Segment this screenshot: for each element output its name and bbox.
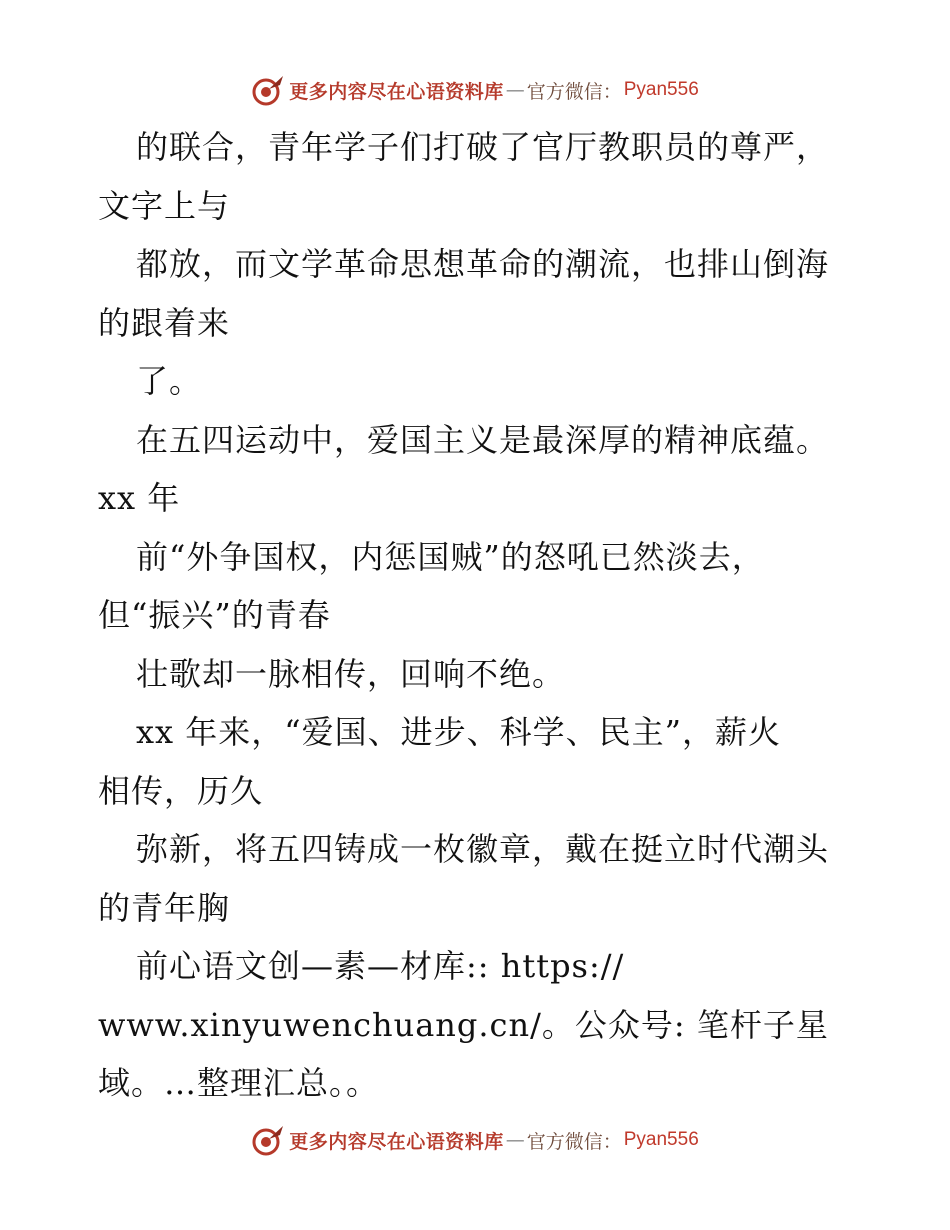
text-line: 前心语文创—素—材库:: https:// (136, 947, 625, 985)
banner-wechat-label: 官方微信： (526, 1130, 622, 1153)
banner-dash: — (505, 79, 525, 101)
banner-dash: — (505, 1129, 525, 1151)
text-line: 都放，而文学革命思想革命的潮流，也排山倒海 (136, 245, 830, 283)
banner-label: 更多内容尽在心语资料库 (289, 1130, 504, 1153)
text-line: 在五四运动中，爱国主义是最深厚的精神底蕴。 (136, 420, 830, 459)
text-line: 弥新，将五四铸成一枚徽章，戴在挺立时代潮头 (136, 830, 830, 868)
footer-watermark-banner (0, 1120, 950, 1160)
text-line: 了。 (136, 362, 203, 400)
text-line: 文字上与 (98, 186, 231, 225)
text-line: xx 年来，“爱国、进步、科学、民主”，薪火 (136, 713, 781, 751)
document-body (98, 118, 858, 1113)
banner-wechat-label: 官方微信： (526, 80, 622, 103)
text-line: 相传，历久 (98, 771, 264, 810)
text-line: xx 年 (98, 479, 181, 517)
text-line: 壮歌却一脉相传，回响不绝。 (136, 654, 566, 693)
banner-label: 更多内容尽在心语资料库 (289, 80, 504, 103)
header-watermark-banner (0, 70, 950, 110)
text-line: 的联合，青年学子们打破了官厅教职员的尊严， (136, 128, 830, 166)
text-line: 的青年胸 (98, 888, 231, 927)
text-line: 域。…整理汇总。。 (98, 1064, 380, 1102)
text-line: www.xinyuwenchuang.cn/。公众号: 笔杆子星 (98, 1005, 829, 1044)
banner-wechat-handle: Pyan556 (623, 79, 699, 100)
quill-logo-icon (251, 1123, 285, 1157)
text-line: 但“振兴”的青春 (98, 596, 331, 634)
quill-logo-icon (251, 73, 285, 107)
text-line: 的跟着来 (98, 303, 231, 342)
text-line: 前“外争国权，内惩国贼”的怒吼已然淡去， (136, 537, 765, 576)
banner-wechat-handle: Pyan556 (623, 1129, 699, 1150)
